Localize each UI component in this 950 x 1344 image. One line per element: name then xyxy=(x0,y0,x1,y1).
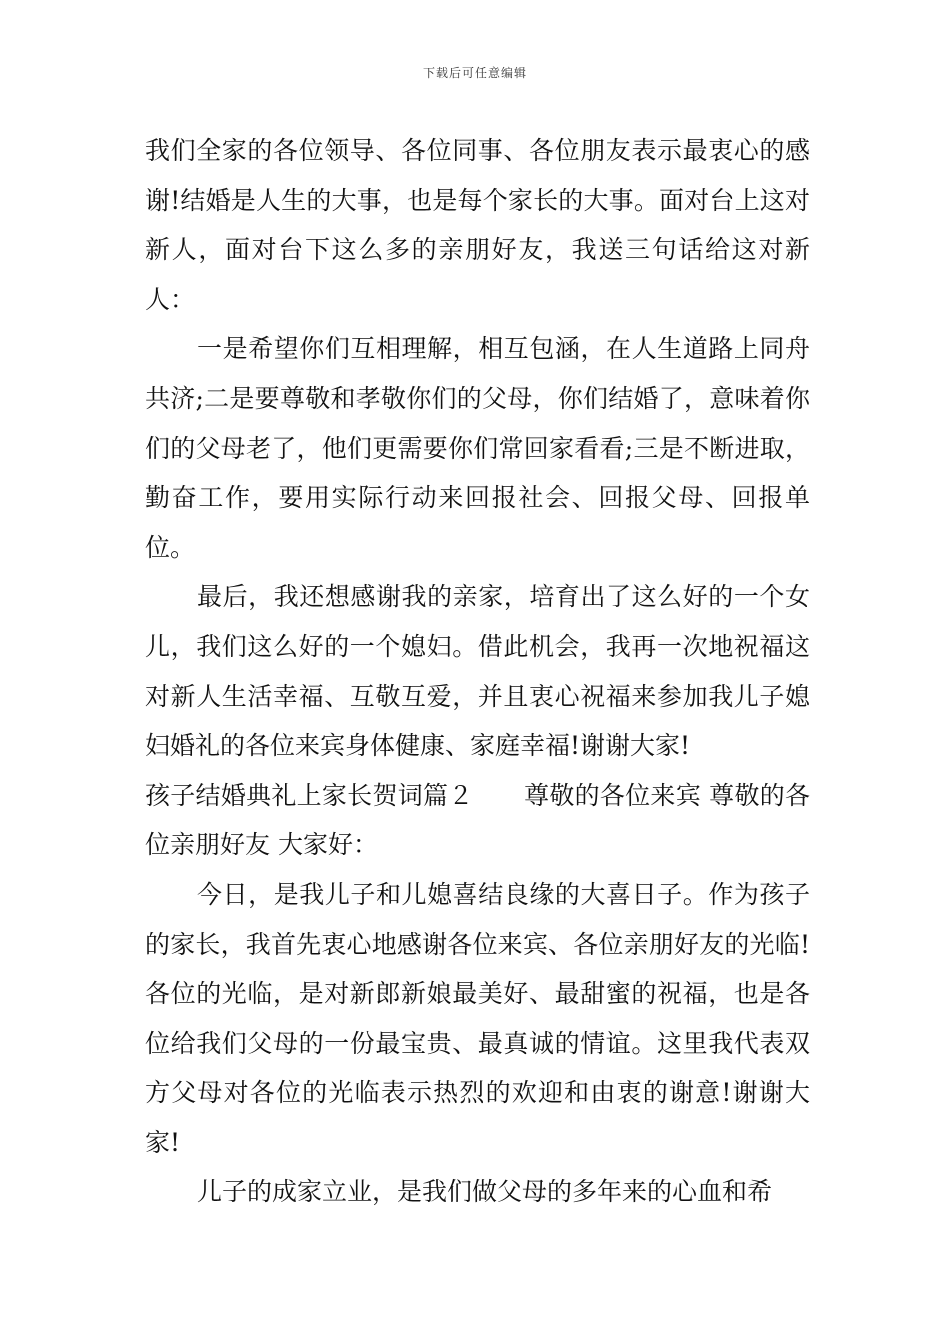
document-body xyxy=(145,126,810,1217)
page-header-note: 下载后可任意编辑 xyxy=(422,66,527,80)
section-heading-speech-2: 孩子结婚典礼上家长贺词篇２ 尊敬的各位来宾 尊敬的各位亲朋好友 大家好： xyxy=(145,780,810,860)
paragraph-closing-blessing: 最后，我还想感谢我的亲家，培育出了这么好的一个女儿，我们这么好的一个媳妇。借此机会，我再一次地祝福这对新人生活幸福、互敬互爱，并且衷心祝福来参加我儿子媳妇婚礼的各位来宾身体健康、家庭幸福!谢谢大家! xyxy=(145,582,810,761)
paragraph-three-wishes: 一是希望你们互相理解，相互包涵，在人生道路上同舟共济;二是要尊敬和孝敬你们的父母，你们结婚了，意味着你们的父母老了，他们更需要你们常回家看看;三是不断进取，勤奋工作，要用实际行动来回报社会、回报父母、回报单位。 xyxy=(145,334,810,562)
paragraph-welcome: 今日，是我儿子和儿媳喜结良缘的大喜日子。作为孩子的家长，我首先衷心地感谢各位来宾、各位亲朋好友的光临!各位的光临，是对新郎新娘最美好、最甜蜜的祝福，也是各位给我们父母的一份最宝贵、最真诚的情谊。这里我代表双方父母对各位的光临表示热烈的欢迎和由衷的谢意!谢谢大家! xyxy=(145,879,810,1157)
paragraph-thanks: 我们全家的各位领导、各位同事、各位朋友表示最衷心的感谢!结婚是人生的大事，也是每个家长的大事。面对台上这对新人，面对台下这么多的亲朋好友，我送三句话给这对新人： xyxy=(145,136,810,314)
paragraph-son-marriage: 儿子的成家立业，是我们做父母的多年来的心血和希 xyxy=(197,1177,773,1207)
